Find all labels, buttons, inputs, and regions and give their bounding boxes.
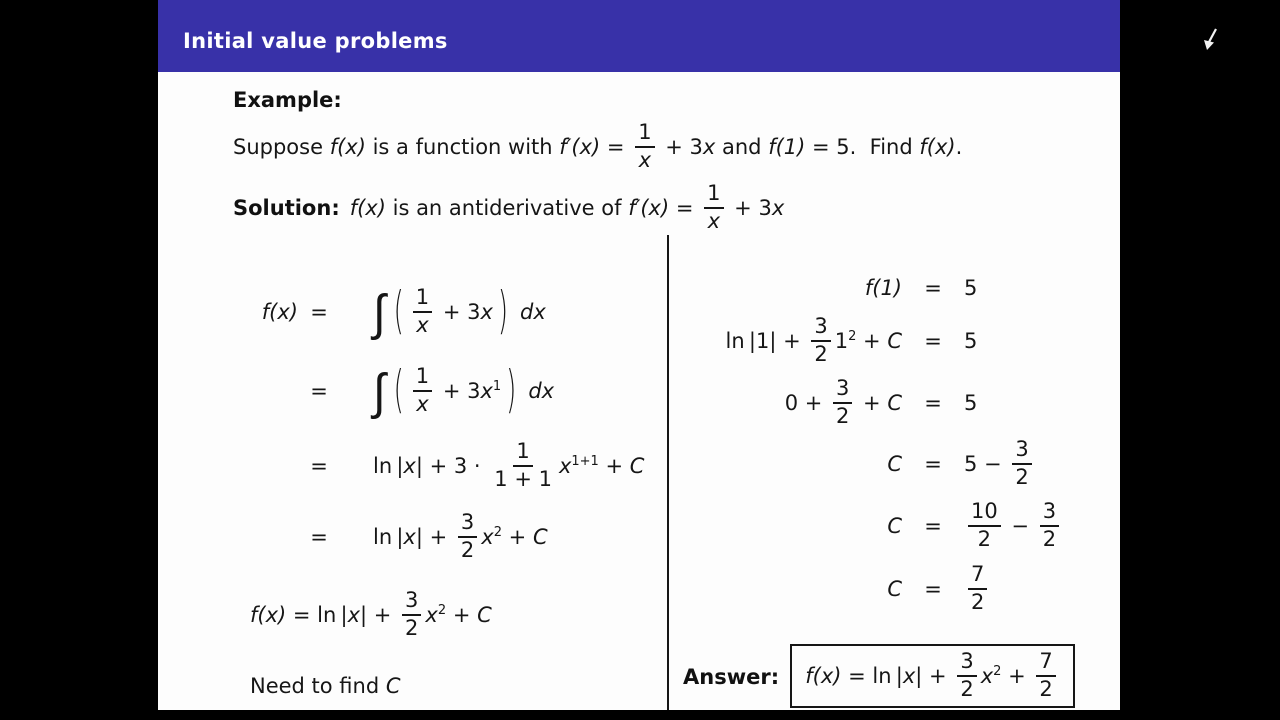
- fraction-numerator: 3: [402, 589, 421, 616]
- differential: dx: [528, 379, 555, 403]
- fraction-denominator: 2: [460, 538, 475, 562]
- exponent: 2: [493, 525, 502, 540]
- fraction: [1040, 500, 1059, 551]
- fraction: [704, 182, 723, 233]
- equation-lhs: [695, 315, 902, 366]
- math-variable: x: [558, 454, 572, 478]
- power-group: [481, 525, 502, 549]
- equals-sign: =: [310, 454, 328, 478]
- exponent: 1+1: [571, 454, 599, 469]
- math-text: + 3: [658, 135, 703, 159]
- math-text: +: [598, 454, 630, 478]
- equals-sign: =: [669, 196, 701, 220]
- integral-icon: ∫: [373, 282, 386, 342]
- equation-rhs: [373, 361, 555, 421]
- text: is an antiderivative of: [385, 196, 629, 220]
- equation-rhs: [373, 440, 644, 491]
- fraction-denominator: 2: [1042, 527, 1057, 551]
- fraction: [491, 440, 555, 491]
- equation-rhs: [964, 276, 977, 300]
- fraction-denominator: x: [638, 148, 652, 172]
- fraction: [635, 121, 654, 172]
- math-fprime: f′(x): [559, 135, 601, 159]
- constant-C: C: [887, 514, 902, 538]
- constant-C: C: [629, 454, 645, 478]
- text: .: [955, 135, 963, 159]
- math-text: + 3: [436, 379, 481, 403]
- math-fx: f(x): [250, 603, 287, 627]
- integral-icon: ∫: [373, 361, 386, 421]
- math-text: = ln |: [286, 603, 348, 627]
- fraction: [957, 650, 976, 701]
- fraction-numerator: 1: [413, 286, 432, 313]
- vertical-divider: [667, 235, 669, 710]
- equation-lhs: [695, 377, 902, 428]
- power-group: [480, 379, 501, 403]
- math-variable: x: [481, 525, 494, 549]
- equals-sign: =: [310, 525, 328, 549]
- fraction: [413, 365, 432, 416]
- equation-rhs: [964, 391, 977, 415]
- math-variable: x: [347, 603, 361, 627]
- math-variable: x: [980, 664, 994, 688]
- equation-lhs: f(x): [261, 300, 298, 324]
- constant-C: C: [532, 525, 548, 549]
- equals-sign: =: [924, 452, 942, 476]
- right-solving-column: [695, 265, 1063, 620]
- power-group: [835, 329, 857, 353]
- fraction-denominator: 2: [1015, 465, 1029, 489]
- math-fx: f(x): [919, 135, 956, 159]
- left-derivation-column: [250, 272, 644, 572]
- math-variable: x: [425, 603, 438, 627]
- fraction: [413, 286, 432, 337]
- slide: [158, 0, 1120, 710]
- math-text: 5 −: [964, 452, 1009, 476]
- equation-rhs: [964, 563, 991, 614]
- fraction: [402, 589, 421, 640]
- equation-lhs: [695, 577, 902, 601]
- fraction-denominator: 1 + 1: [494, 467, 552, 491]
- right-paren: ): [497, 282, 509, 342]
- math-text: 0 +: [784, 391, 829, 415]
- fraction-numerator: 3: [458, 511, 477, 538]
- equation-rhs: [964, 500, 1063, 551]
- equation-row: [695, 558, 1063, 620]
- mouse-cursor-icon: [1200, 26, 1222, 54]
- fraction: [811, 315, 830, 366]
- math-text: +: [856, 391, 888, 415]
- text: and: [715, 135, 769, 159]
- math-variable: x: [403, 525, 416, 549]
- fraction-numerator: 10: [968, 500, 1001, 527]
- fraction: [458, 511, 477, 562]
- fraction: [833, 377, 852, 428]
- left-paren: (: [393, 282, 404, 342]
- slide-title: Initial value problems: [183, 29, 448, 53]
- constant-C: C: [887, 452, 902, 476]
- fraction: [1036, 650, 1055, 701]
- equals-sign: =: [924, 514, 942, 538]
- fraction-denominator: 2: [960, 677, 974, 701]
- math-f1: f(1): [864, 275, 902, 300]
- equation-row: [695, 434, 1063, 494]
- fraction-numerator: 1: [704, 182, 723, 209]
- constant-C: C: [385, 674, 401, 698]
- answer-box: [790, 644, 1075, 708]
- math-variable: x: [480, 379, 493, 403]
- equation-row: [250, 430, 644, 502]
- fraction-denominator: 2: [1039, 677, 1053, 701]
- fraction-denominator: 2: [971, 590, 985, 614]
- equation-row: [695, 310, 1063, 372]
- text: is a function with: [365, 135, 560, 159]
- fraction: [1012, 438, 1031, 489]
- fraction: [968, 500, 1001, 551]
- example-heading: Example:: [233, 88, 342, 112]
- math-fprime: f′(x): [628, 196, 670, 220]
- math-variable: x: [771, 196, 785, 220]
- fraction-denominator: 2: [836, 404, 850, 428]
- math-text: +: [446, 603, 478, 627]
- math-text: | +: [915, 664, 954, 688]
- equation-row: [250, 502, 644, 572]
- math-fx: f(x): [805, 664, 842, 688]
- equals-sign: =: [924, 577, 942, 601]
- text: = 5. Find: [805, 135, 920, 159]
- fraction-numerator: 1: [635, 121, 654, 148]
- fraction-denominator: x: [416, 392, 429, 416]
- answer-label: Answer:: [683, 664, 780, 689]
- text: Suppose: [233, 135, 330, 159]
- constant-C: C: [887, 329, 902, 353]
- exponent: 1: [492, 379, 502, 394]
- math-text: = ln |: [841, 664, 903, 688]
- math-variable: x: [702, 135, 716, 159]
- fraction-numerator: 3: [1040, 500, 1059, 527]
- need-to-find-note: [250, 668, 401, 704]
- math-value: 5: [964, 391, 978, 415]
- math-variable: x: [480, 300, 493, 324]
- text: Need to find: [250, 674, 386, 698]
- fraction-numerator: 1: [413, 365, 432, 392]
- math-text: ln |: [373, 525, 404, 549]
- equation-row: [695, 265, 1063, 310]
- differential: dx: [520, 300, 546, 324]
- fraction-numerator: 1: [513, 440, 532, 467]
- fraction-denominator: x: [416, 313, 429, 337]
- math-text: + 3: [436, 300, 481, 324]
- left-paren: (: [393, 361, 404, 421]
- example-sentence: [233, 116, 962, 178]
- equals-sign: =: [600, 135, 632, 159]
- constant-C: C: [887, 391, 902, 415]
- equals-sign: =: [310, 300, 328, 324]
- math-text: | +: [415, 525, 454, 549]
- fraction-denominator: x: [707, 209, 721, 233]
- math-text: | +: [360, 603, 399, 627]
- solution-heading: Solution:: [233, 196, 340, 220]
- math-base: 1: [834, 329, 849, 353]
- math-variable: x: [403, 454, 416, 478]
- equation-rhs: [964, 438, 1036, 489]
- equation-row: [250, 352, 644, 430]
- math-value: 5: [964, 275, 978, 300]
- exponent: 2: [437, 603, 447, 618]
- equation-rhs: [373, 511, 548, 562]
- math-text: | + 3 ·: [415, 454, 488, 478]
- fraction-numerator: 3: [811, 315, 830, 342]
- fraction-numerator: 3: [957, 650, 976, 677]
- minus-sign: −: [1004, 514, 1036, 538]
- math-value: 5: [964, 329, 978, 353]
- constant-C: C: [887, 577, 902, 601]
- math-text: + 3: [727, 196, 772, 220]
- equation-rhs: [964, 329, 977, 353]
- power-group: [559, 454, 599, 478]
- equation-row: [250, 272, 644, 352]
- power-group: [425, 603, 446, 627]
- fraction-denominator: 2: [405, 616, 419, 640]
- equation-lhs: [695, 452, 902, 476]
- exponent: 2: [848, 329, 857, 344]
- equation-lhs: [695, 514, 902, 538]
- equals-sign: =: [924, 275, 942, 300]
- math-text: +: [501, 525, 533, 549]
- exponent: 2: [993, 664, 1002, 679]
- math-variable: x: [902, 664, 916, 688]
- right-paren: ): [506, 361, 517, 421]
- constant-C: C: [477, 603, 492, 627]
- fraction-numerator: 7: [1036, 650, 1055, 677]
- equals-sign: =: [924, 391, 942, 415]
- equation-lhs: [695, 276, 902, 300]
- fraction-numerator: 7: [968, 563, 987, 590]
- math-fx: f(x): [329, 135, 366, 159]
- math-text: +: [856, 329, 888, 353]
- math-text: ln |1| +: [725, 329, 808, 353]
- general-antiderivative: [250, 585, 492, 645]
- math-fx: f(x): [349, 196, 386, 220]
- equation-row: [695, 372, 1063, 434]
- math-text: ln |: [373, 454, 404, 478]
- fraction-numerator: 3: [833, 377, 852, 404]
- power-group: [981, 664, 1002, 688]
- equals-sign: =: [924, 329, 942, 353]
- equals-sign: =: [310, 379, 328, 403]
- equation-row: [695, 494, 1063, 558]
- fraction-numerator: 3: [1012, 438, 1031, 465]
- math-f1: f(1): [768, 135, 806, 159]
- fraction-denominator: 2: [814, 342, 828, 366]
- equation-rhs: [373, 282, 546, 342]
- slide-title-bar: [158, 0, 1120, 72]
- solution-sentence: [233, 178, 784, 238]
- fraction: [968, 563, 987, 614]
- fraction-denominator: 2: [977, 527, 992, 551]
- math-text: +: [1001, 664, 1033, 688]
